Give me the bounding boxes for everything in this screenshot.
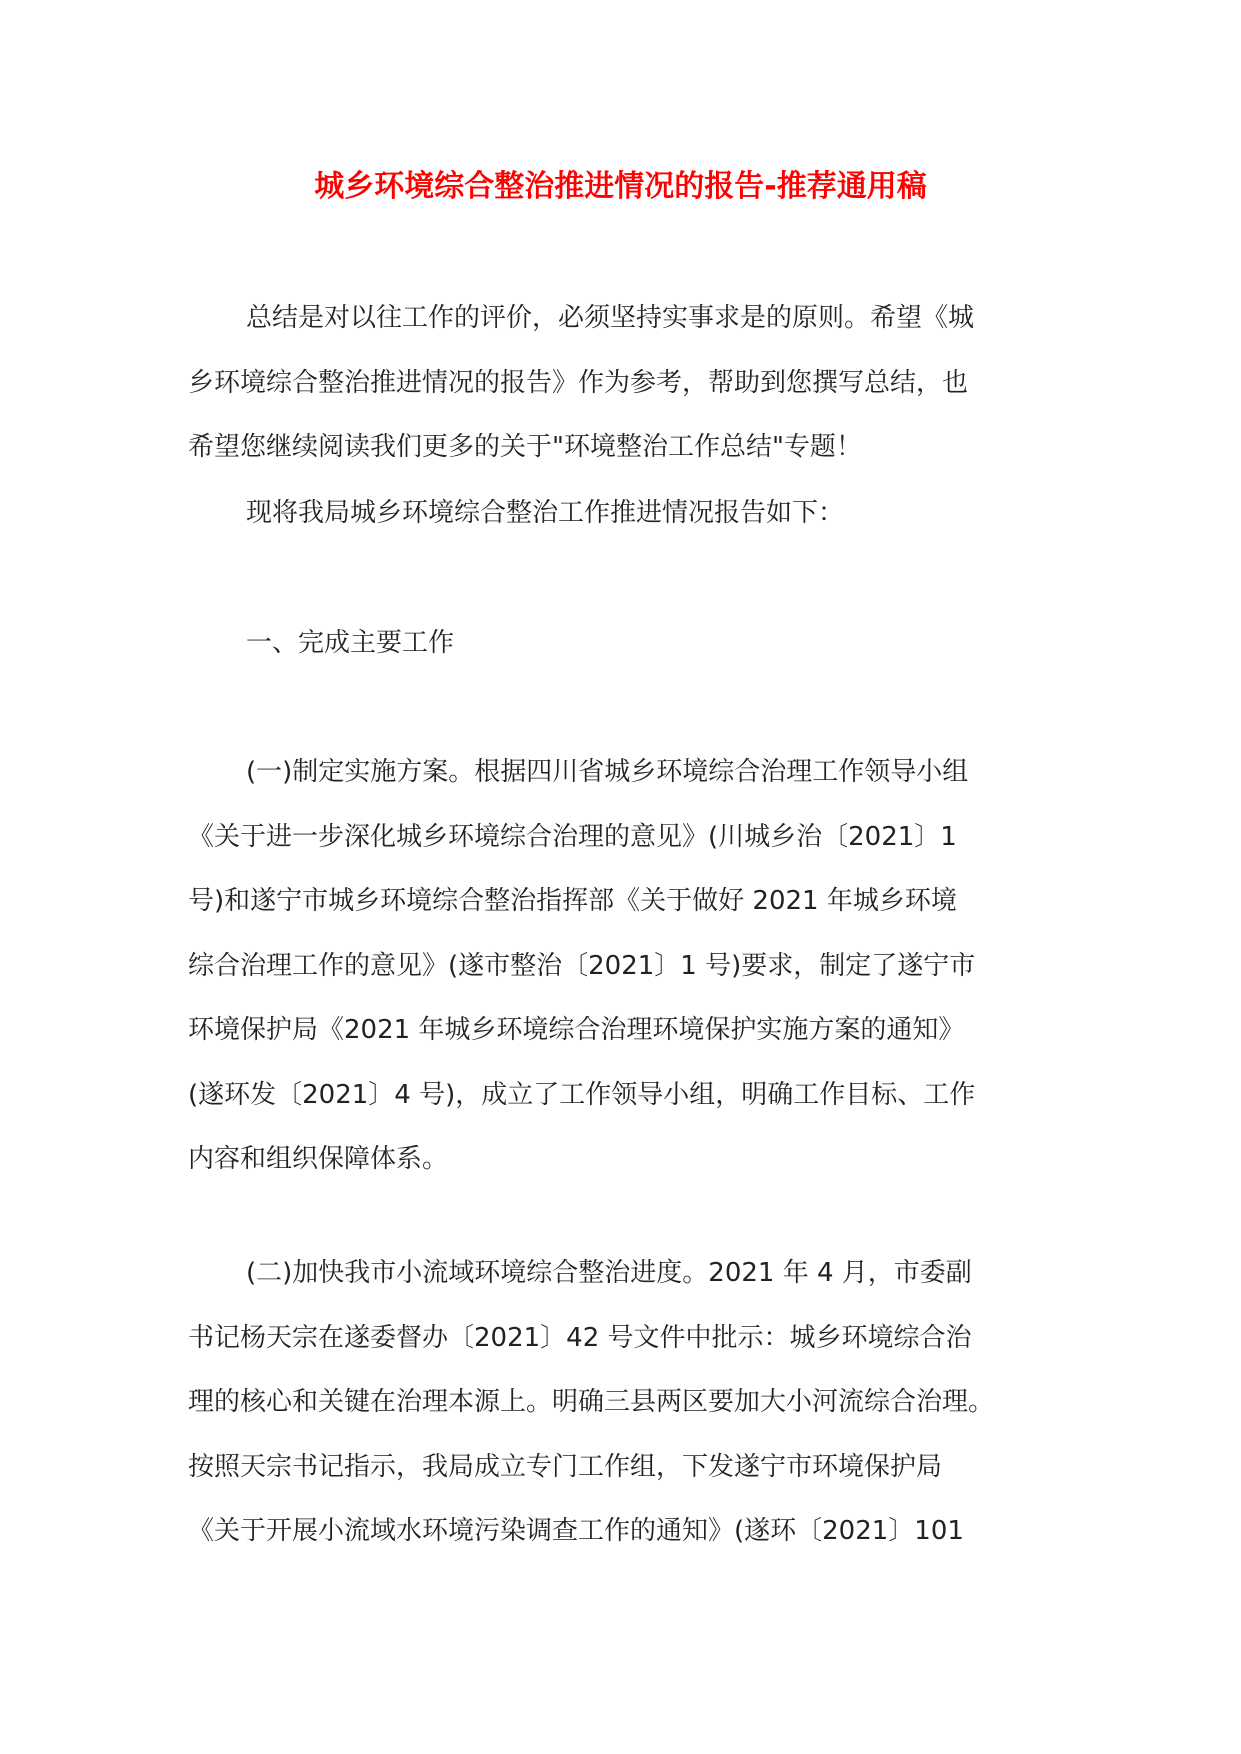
paragraph-line: 号)和遂宁市城乡环境综合整治指挥部《关于做好 2021 年城乡环境 (188, 886, 957, 916)
paragraph-line: 《关于进一步深化城乡环境综合治理的意见》(川城乡治〔2021〕1 (188, 821, 957, 852)
paragraph-line: (遂环发〔2021〕4 号)，成立了工作领导小组，明确工作目标、工作 (188, 1079, 976, 1110)
paragraph-line: 综合治理工作的意见》(遂市整治〔2021〕1 号)要求，制定了遂宁市 (188, 950, 976, 981)
lead-line: 现将我局城乡环境综合整治工作推进情况报告如下： (246, 498, 845, 528)
intro-line: 乡环境综合整治推进情况的报告》作为参考，帮助到您撰写总结，也 (188, 367, 969, 398)
document-title: 城乡环境综合整治推进情况的报告-推荐通用稿 (314, 169, 927, 204)
paragraph-line: 环境保护局《2021 年城乡环境综合治理环境保护实施方案的通知》 (188, 1015, 965, 1045)
paragraph-line: 理的核心和关键在治理本源上。明确三县两区要加大小河流综合治理。 (188, 1387, 995, 1417)
section-heading (188, 611, 1058, 676)
paragraph-line: (一)制定实施方案。根据四川省城乡环境综合治理工作领导小组 (246, 757, 969, 787)
intro-paragraph (188, 286, 1058, 480)
paragraph-line: 内容和组织保障体系。 (188, 1144, 449, 1174)
paragraph-implementation-plan (188, 740, 1058, 1192)
paragraph-watershed-treatment (188, 1241, 1058, 1564)
intro-line: 总结是对以往工作的评价，必须坚持实事求是的原则。希望《城 (246, 303, 975, 333)
lead-paragraph (188, 481, 1058, 546)
intro-line: 希望您继续阅读我们更多的关于"环境整治工作总结"专题！ (188, 432, 862, 462)
paragraph-line: 书记杨天宗在遂委督办〔2021〕42 号文件中批示：城乡环境综合治 (188, 1322, 972, 1353)
paragraph-line: (二)加快我市小流域环境综合整治进度。2021 年 4 月，市委副 (246, 1258, 972, 1288)
paragraph-line: 按照天宗书记指示，我局成立专门工作组，下发遂宁市环境保护局 (188, 1451, 943, 1482)
section-heading-text: 一、完成主要工作 (246, 628, 455, 658)
paragraph-line: 《关于开展小流域水环境污染调查工作的通知》(遂环〔2021〕101 (188, 1516, 964, 1546)
